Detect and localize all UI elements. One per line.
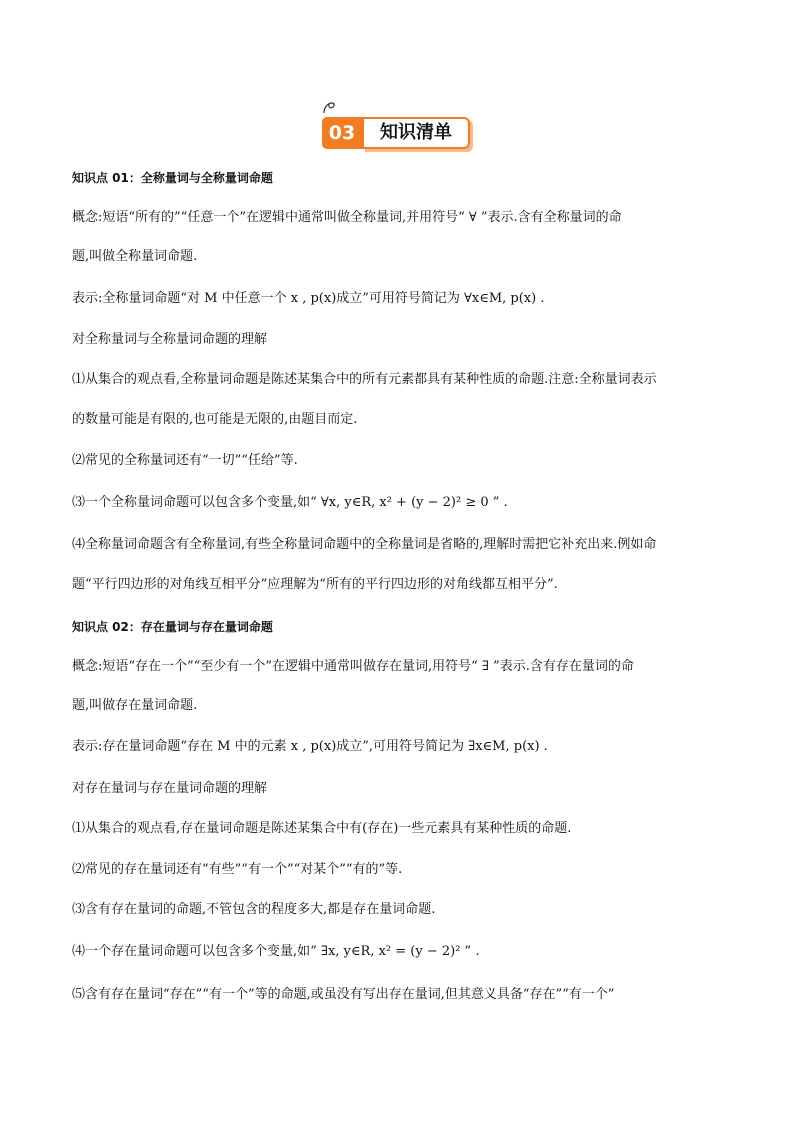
paragraph-line: 表示:全称量词命题“对 M 中任意一个 x , p(x)成立”可用符号简记为 ∀x∈M, p(x) . — [72, 291, 545, 306]
paragraph-line: 题“平行四边形的对角线互相平分”应理解为“所有的平行四边形的对角线都互相平分”. — [72, 577, 558, 592]
paragraph-line: 题,叫做全称量词命题. — [72, 249, 198, 264]
subheading: 对存在量词与存在量词命题的理解 — [72, 781, 268, 796]
paragraph-line: ⑴从集合的观点看,全称量词命题是陈述某集合中的所有元素都具有某种性质的命题.注意:全称量词表示 — [72, 372, 657, 387]
paragraph-line: ⑷一个存在量词命题可以包含多个变量,如“ ∃x, y∈R, x² = (y − 2)² ” . — [72, 944, 480, 959]
paragraph-line: 的数量可能是有限的,也可能是无限的,由题目而定. — [72, 412, 358, 427]
paragraph-line: 题,叫做存在量词命题. — [72, 698, 198, 713]
pin-icon — [320, 99, 338, 117]
paragraph-line: ⑷全称量词命题含有全称量词,有些全称量词命题中的全称量词是省略的,理解时需把它补充出来.例如命 — [72, 537, 657, 552]
subheading: 对全称量词与全称量词命题的理解 — [72, 332, 268, 347]
heading-knowledge-point-2: 知识点 02：存在量词与存在量词命题 — [72, 620, 273, 634]
paragraph-line: 概念:短语“所有的”“任意一个”在逻辑中通常叫做全称量词,并用符号“ ∀ ”表示.含有全称量词的命 — [72, 210, 622, 225]
paragraph-line: ⑶一个全称量词命题可以包含多个变量,如“ ∀x, y∈R, x² + (y − 2)² ≥ 0 ” . — [72, 495, 508, 510]
section-number: 03 — [322, 117, 362, 149]
paragraph-line: ⑵常见的存在量词还有“有些”“有一个”“对某个”“有的”等. — [72, 862, 403, 877]
paragraph-line: 表示:存在量词命题“存在 M 中的元素 x , p(x)成立”,可用符号简记为 ∃x∈M, p(x) . — [72, 739, 548, 754]
paragraph-line: ⑵常见的全称量词还有“一切”“任给”等. — [72, 453, 298, 468]
paragraph-line: ⑴从集合的观点看,存在量词命题是陈述某集合中有(存在)一些元素具有某种性质的命题. — [72, 821, 572, 836]
paragraph-line: ⑶含有存在量词的命题,不管包含的程度多大,都是存在量词命题. — [72, 902, 436, 917]
heading-knowledge-point-1: 知识点 01：全称量词与全称量词命题 — [72, 171, 273, 185]
section-badge — [322, 112, 472, 150]
section-title: 知识清单 — [362, 117, 470, 149]
paragraph-line: 概念:短语“存在一个”“至少有一个”在逻辑中通常叫做存在量词,用符号“ ∃ ”表示.含有存在量词的命 — [72, 659, 634, 674]
paragraph-line: ⑸含有存在量词“存在”“有一个”等的命题,或虽没有写出存在量词,但其意义具备“存在”“有一个” — [72, 987, 615, 1002]
